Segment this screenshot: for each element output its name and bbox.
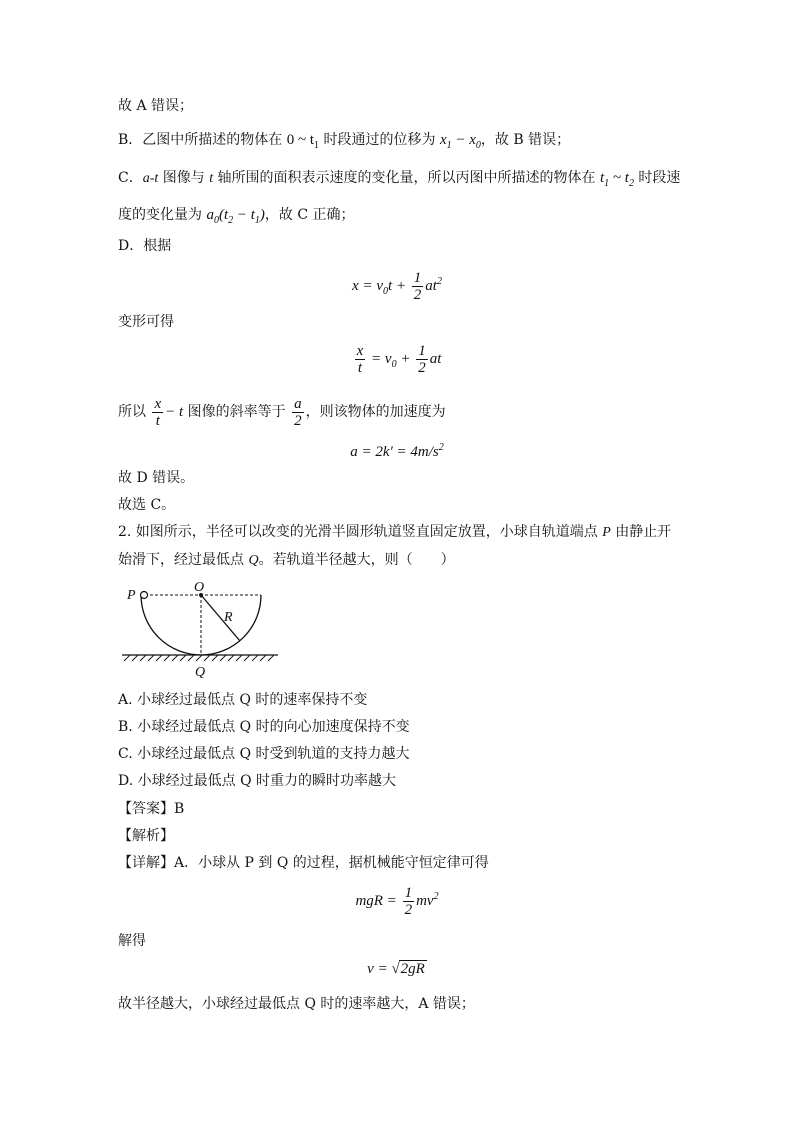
label-p: P [127, 588, 136, 603]
radius-line [201, 595, 240, 641]
text-line-velocity-change: 度的变化量为 $a_0(t_2 - t_1)$，故 C 正确； [118, 207, 355, 226]
text-line-transform: 变形可得 [118, 314, 174, 330]
semicircle-track-figure [118, 576, 288, 680]
text-line-option-c: C．a-t 图像与 t 轴所围的面积表示速度的变化量，所以丙图中所描述的物体在 $t_1$ ~ $t_2$ 时段速 [118, 170, 681, 189]
equation-velocity: v = √2gR [367, 961, 425, 977]
text-line-option-b: B．乙图中所描述的物体在 0 ~ $t_1$ 时段通过的位移为 $x_1 - x_0$，故 B 错误； [118, 132, 571, 151]
option-a: A. 小球经过最低点 Q 时的速率保持不变 [118, 692, 368, 708]
question-2-line-1: 2. 如图所示，半径可以改变的光滑半圆形轨道竖直固定放置，小球自轨道端点 P 由静止开 [118, 524, 672, 540]
detail-a-line: 【详解】A．小球从 P 到 Q 的过程，据机械能守恒定律可得 [118, 855, 489, 871]
ball-icon [141, 592, 148, 599]
equation-displacement: $x = v_0t$ + $\frac{1}{2}$ $at^2$ [352, 270, 442, 303]
text-line-choose-c: 故选 C。 [118, 497, 176, 513]
question-2-line-2: 始滑下，经过最低点 Q。若轨道半径越大，则（ ） [118, 552, 455, 568]
solve-line: 解得 [118, 933, 146, 949]
label-q: Q [195, 665, 206, 680]
answer-line: 【答案】B [118, 801, 185, 817]
text-line-slope: 所以 $\frac{x}{t}$ − t 图像的斜率等于 $\frac{a}{2}$ ，则该物体的加速度为 [118, 396, 446, 429]
text-line-option-d: D．根据 [118, 238, 172, 254]
option-d: D. 小球经过最低点 Q 时重力的瞬时功率越大 [118, 773, 397, 789]
equation-acceleration: $a = 2k' = 4m/s^2$ [350, 442, 444, 460]
label-r: R [224, 610, 233, 625]
ground-hatching [124, 655, 274, 661]
text-line-1: 故 A 错误； [118, 98, 194, 114]
analysis-heading: 【解析】 [118, 828, 174, 844]
text-line-d-wrong: 故 D 错误。 [118, 470, 195, 486]
label-o: O [194, 580, 205, 595]
option-b: B. 小球经过最低点 Q 时的向心加速度保持不变 [118, 719, 410, 735]
option-c: C. 小球经过最低点 Q 时受到轨道的支持力越大 [118, 746, 410, 762]
equation-energy-conservation: mgR = $\frac{1}{2}$ $mv^2$ [355, 885, 439, 918]
conclusion-line: 故半径越大，小球经过最低点 Q 时的速率越大，A 错误； [118, 996, 475, 1012]
equation-x-over-t: $\frac{x}{t}$ = $v_0$ + $\frac{1}{2}$ at [356, 343, 442, 376]
